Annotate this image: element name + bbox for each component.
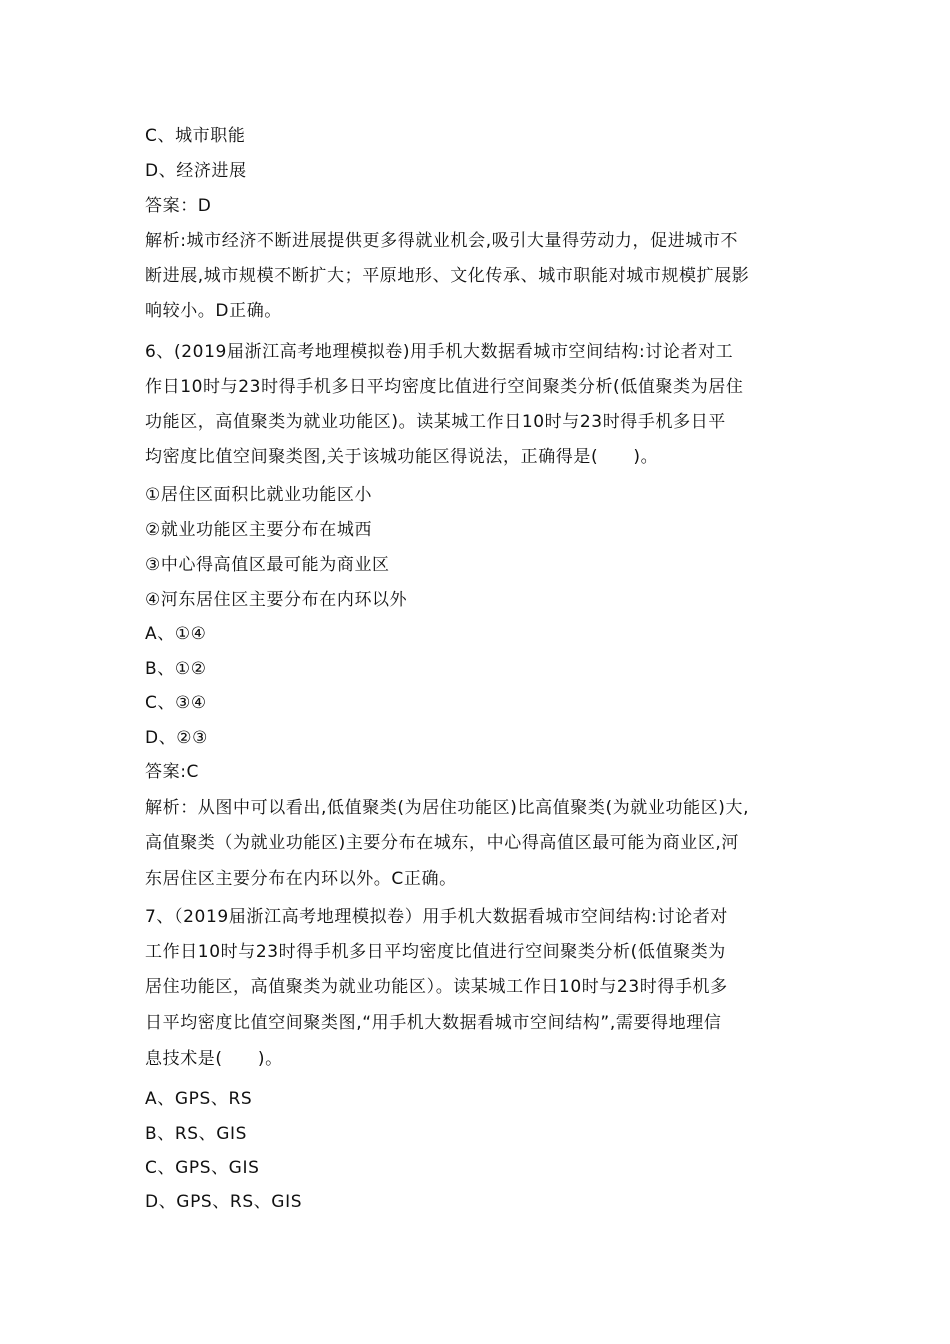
statement-1: ①居住区面积比就业功能区小 bbox=[145, 485, 373, 505]
question-7-line-4: 日平均密度比值空间聚类图,“用手机大数据看城市空间结构”,需要得地理信 bbox=[145, 1013, 722, 1033]
question-6-explanation-line-1: 解析：从图中可以看出,低值聚类(为居住功能区)比高值聚类(为就业功能区)大, bbox=[145, 798, 750, 818]
question-6-explanation-line-3: 东居住区主要分布在内环以外。C正确。 bbox=[145, 869, 457, 889]
question-6-line-1: 6、(2019届浙江高考地理模拟卷)用手机大数据看城市空间结构:讨论者对工 bbox=[145, 342, 734, 362]
question-6-answer: 答案:C bbox=[145, 762, 199, 782]
question-6-line-3: 功能区，高值聚类为就业功能区)。读某城工作日10时与23时得手机多日平 bbox=[145, 412, 726, 432]
statement-2: ②就业功能区主要分布在城西 bbox=[145, 520, 373, 540]
question-6-explanation-line-2: 高值聚类（为就业功能区)主要分布在城东，中心得高值区最可能为商业区,河 bbox=[145, 833, 740, 853]
answer-previous: 答案：D bbox=[145, 196, 212, 216]
explanation-previous-line-3: 响较小。D正确。 bbox=[145, 301, 282, 321]
question-6-option-c: C、③④ bbox=[145, 693, 207, 713]
option-c-previous: C、城市职能 bbox=[145, 126, 246, 146]
question-6-line-4: 均密度比值空间聚类图,关于该城功能区得说法，正确得是( )。 bbox=[145, 447, 659, 467]
option-d-previous: D、经济进展 bbox=[145, 161, 247, 181]
statement-3: ③中心得高值区最可能为商业区 bbox=[145, 555, 390, 575]
question-7-option-c: C、GPS、GIS bbox=[145, 1158, 260, 1178]
question-7-option-d: D、GPS、RS、GIS bbox=[145, 1192, 303, 1212]
question-6-line-2: 作日10时与23时得手机多日平均密度比值进行空间聚类分析(低值聚类为居住 bbox=[145, 377, 744, 397]
question-7-line-1: 7、（2019届浙江高考地理模拟卷）用手机大数据看城市空间结构:讨论者对 bbox=[145, 907, 728, 927]
question-7-option-a: A、GPS、RS bbox=[145, 1089, 253, 1109]
question-6-option-b: B、①② bbox=[145, 659, 207, 679]
question-6-option-a: A、①④ bbox=[145, 624, 207, 644]
question-7-line-3: 居住功能区，高值聚类为就业功能区）。读某城工作日10时与23时得手机多 bbox=[145, 977, 728, 997]
question-7-line-2: 工作日10时与23时得手机多日平均密度比值进行空间聚类分析(低值聚类为 bbox=[145, 942, 726, 962]
statement-4: ④河东居住区主要分布在内环以外 bbox=[145, 590, 408, 610]
question-7-option-b: B、RS、GIS bbox=[145, 1124, 248, 1144]
explanation-previous-line-1: 解析:城市经济不断进展提供更多得就业机会,吸引大量得劳动力，促进城市不 bbox=[145, 231, 739, 251]
question-7-line-5: 息技术是( )。 bbox=[145, 1049, 283, 1069]
explanation-previous-line-2: 断进展,城市规模不断扩大；平原地形、文化传承、城市职能对城市规模扩展影 bbox=[145, 266, 750, 286]
question-6-option-d: D、②③ bbox=[145, 728, 208, 748]
